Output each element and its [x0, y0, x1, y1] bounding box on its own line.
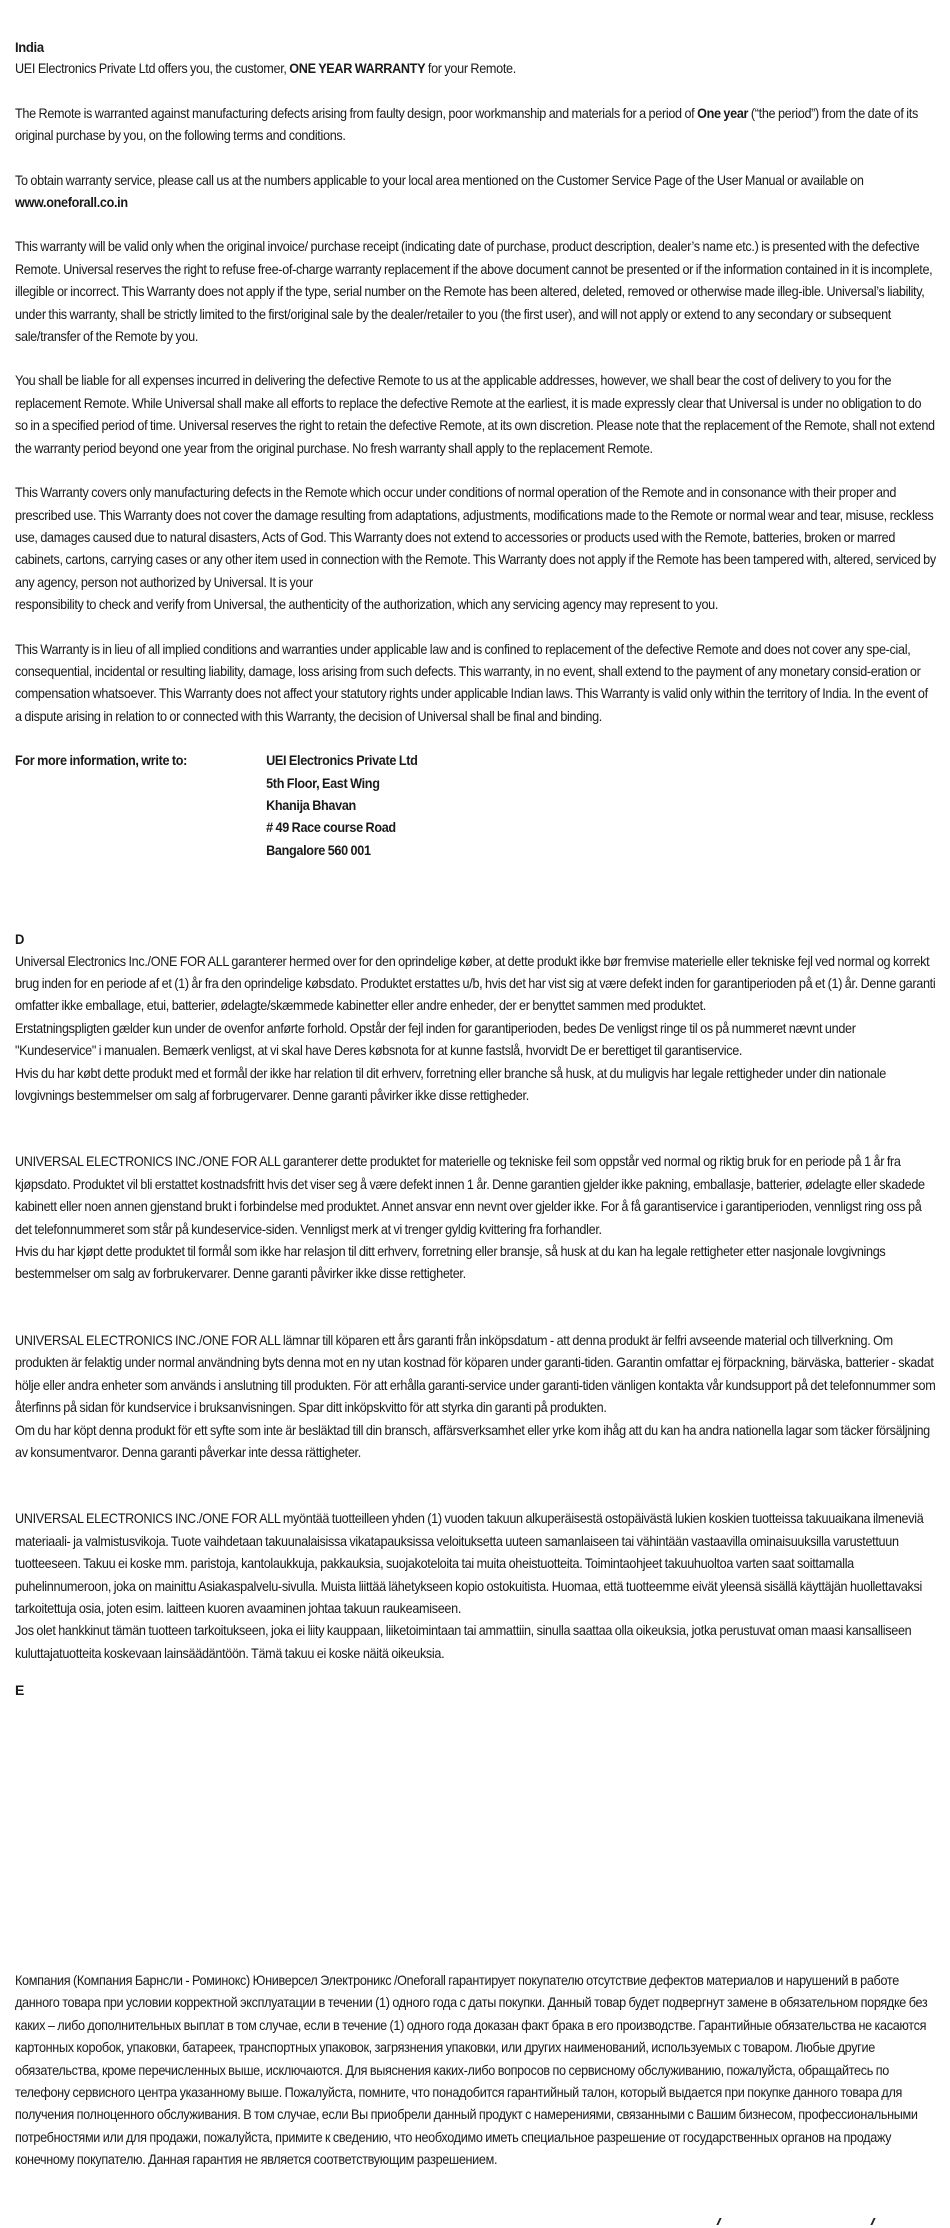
crop-mark [870, 2218, 875, 2225]
india-intro [15, 58, 937, 80]
norwegian-paragraph-2: Hvis du har kjøpt dette produktet til formål som ikke har relasjon til ditt erhverv, forretning eller bransje, så husk at du kan ha legale rettigheter etter nasjonale lovgivnings bestemmelser om salg av forbrukervarer. Denne garanti påvirker ikke disse rettigheter. [15, 1244, 886, 1282]
india-paragraph-service [15, 170, 937, 215]
section-heading-e: E [15, 1682, 25, 1698]
period-text-end: (“the period”) from the date of its original purchase by you, on the following terms and conditions. [15, 105, 918, 144]
contact-address [266, 750, 417, 862]
india-paragraph-validity: This warranty will be valid only when the original invoice/ purchase receipt (indicating date of purchase, product description, dealer’s name etc.) is presented with the defective Remote. Universal reserves the right to refuse free-of-charge warranty replacement if the above document cannot be presented or if the information contained in it is incomplete, illegible or incorrect. This Warranty does not apply if the type, serial number on the Remote has been altered, deleted, removed or otherwise made illeg-ible. Universal’s liability, under this warranty, shall be strictly limited to the first/original sale by the dealer/retailer to you (the first user), and will not apply or extend to any secondary or subsequent sale/transfer of the Remote by you. [15, 239, 933, 345]
swedish-paragraph-1: UNIVERSAL ELECTRONICS INC./ONE FOR ALL lämnar till köparen ett års garanti från inköpsdatum - att denna produkt är felfri avseende material och tillverkning. Om produkten är felaktig under normal användning byts denna mot en ny utan kostnad för köparen under garanti-tiden. Garantin omfattar ej förpackning, bärväska, batterier - skadat hölje eller andra enheter som används i anslutning till produkten. För att erhålla garanti-service under garanti-tiden vänligen kontakta vår kundsupport på det telefonnummer som återfinns på sidan för kundservice i bruksanvisningen. Spar ditt inköpskvitto för att styrka din garanti på produkten. [15, 1332, 936, 1416]
india-paragraph-expenses: You shall be liable for all expenses incurred in delivering the defective Remote to us at the applicable addresses, however, we shall bear the cost of delivery to you for the replacement Remote. While Universal shall make all efforts to replace the defective Remote at the earliest, it is made expressly clear that Universal is under no obligation to do so in a specified period of time. Universal reserves the right to retain the defective Remote, at its own discretion. Please note that the replacement of the Remote, shall not extend the warranty period beyond one year from the original purchase. No fresh warranty shall apply to the replacement Remote. [15, 373, 935, 456]
address-line: # 49 Race course Road [266, 820, 396, 836]
swedish-paragraph-2: Om du har köpt denna produkt för ett syfte som inte är besläktad till din bransch, affärsverksamhet eller yrke kom ihåg att du kan ha andra nationella lagar som täcker försäljning av konsumentvaror. Denna garanti påverkar inte dessa rättigheter. [15, 1422, 930, 1460]
contact-label: For more information, write to: [15, 753, 188, 769]
norwegian-paragraph-1: UNIVERSAL ELECTRONICS INC./ONE FOR ALL garanterer dette produktet for materielle og tekniske feil som oppstår ved normal og riktig bruk for en periode på 1 år fra kjøpsdato. Produktet vil bli erstattet kostnadsfritt hvis det viser seg å være defekt innen 1 år. Denne garantien gjelder ikke pakning, emballasje, batterier, ødelagte eller skadede kabinett eller noen annen gjenstand brukt i forbindelse med produktet. Annet ansvar enn nevnt over gjelder ikke. For å få garantiservice i garantiperioden, vennligst ring oss på det telefonnummeret som står på kundeservice-siden. Vennligst merk at vi trenger gyldig kvittering fra forhandler. [15, 1154, 925, 1237]
danish-paragraph-1: Universal Electronics Inc./ONE FOR ALL garanterer hermed over for den oprindelige køber, at dette produkt ikke bør fremvise materielle eller tekniske fejl ved normal og korrekt brug inden for en periode af et (1) år fra den oprindelige købsdato. Produktet erstattes u/b, hvis det har vist sig at være defekt inden for garantiperioden på et (1) år. Denne garanti omfatter ikke emballage, etui, batterier, ødelagte/skæmmede kabinetter eller andre enheder, der er benyttet sammen med produktet. [15, 953, 936, 1014]
india-paragraph-coverage: This Warranty covers only manufacturing defects in the Remote which occur under conditions of normal operation of the Remote and in consonance with their proper and prescribed use. This Warranty does not cover the damage resulting from adaptations, adjustments, modifications made to the Remote or normal wear and tear, misuse, reckless use, damages caused due to natural disasters, Acts of God. This Warranty does not extend to accessories or products used with the Remote, batteries, broken or marred cabinets, cartons, carrying cases or any other item used in connection with the Remote. This Warranty does not apply if the Remote has been tampered with, altered, serviced by any agency, person not authorized by Universal. It is your [15, 485, 936, 590]
intro-text-end: for your Remote. [425, 61, 516, 77]
warranty-content [15, 36, 937, 1665]
india-paragraph-period [15, 103, 937, 148]
india-paragraph-lieu: This Warranty is in lieu of all implied conditions and warranties under applicable law and is confined to replacement of the defective Remote and does not cover any spe-cial, consequential, incidental or resulting liability, damage, loss arising from such defects. This warranty, in no event, shall extend to the payment of any monetary consid-eration or compensation whatsoever. This Warranty does not affect your statutory rights under applicable Indian laws. This Warranty is valid only within the territory of India. In the event of a dispute arising in relation to or connected with this Warranty, the decision of Universal shall be final and binding. [15, 641, 928, 724]
address-line: UEI Electronics Private Ltd [266, 753, 418, 769]
intro-bold-text: ONE YEAR WARRANTY [289, 61, 426, 77]
period-text: The Remote is warranted against manufacturing defects arising from faulty design, poor workmanship and materials for a period of [15, 105, 698, 121]
service-text: To obtain warranty service, please call us at the numbers applicable to your local area mentioned on the Customer Service Page of the User Manual or available on [15, 172, 864, 188]
intro-text: UEI Electronics Private Ltd offers you, the customer, [15, 61, 290, 77]
danish-paragraph-2: Erstatningspligten gælder kun under de ovenfor anførte forhold. Opstår der fejl inden for garantiperioden, bedes De venligst ringe til os på nummeret nævnt under "Kundeservice" i manualen. Bemærk venligst, at vi skal have Deres købsnota for at kunne fastslå, hvorvidt De er berettiget til garantiservice. [15, 1020, 856, 1059]
crop-mark [716, 2218, 721, 2225]
finnish-paragraph-2: Jos olet hankkinut tämän tuotteen tarkoitukseen, joka ei liity kauppaan, liiketoimintaan tai ammattiin, sinulla saattaa olla oikeuksia, jotka perustuvat oman maasi kansalliseen kuluttajatuotteita koskevaan lainsäädäntöön. Tämä takuu ei koske näitä oikeuksia. [15, 1623, 912, 1661]
address-line: Khanija Bhavan [266, 797, 356, 813]
russian-paragraph: Компания (Компания Барнсли - Роминокс) Юниверсел Электроникс /Oneforall гарантирует покупателю отсутствие дефектов материалов и нарушений в работе данного товара при условии корректной эксплуатации в течении (1) одного года с даты покупки. Данный товар будет подвергнут замене в обязательном порядке без каких – либо дополнительных выплат в том случае, если в течение (1) одного года доказан факт брака в его производстве. Гарантийные обязательства не касаются картонных коробок, упаковки, батареек, транспортных упаковок, загрязнения упаковки, или других наименований, используемых с товаром. Любые другие обязательства, кроме перечисленных выше, исключаются. Для выяснения каких-либо вопросов по сервисному обслуживанию, пожалуйста, обращайтесь по телефону сервисного центра указанному выше. Пожалуйста, помните, что понадобится гарантийный талон, который выдается при покупке данного товара для получения полноценного обслуживания. В том случае, если Вы приобрели данный продукт с намерениями, связанными с Вашим бизнесом, профессиональными потребностями или для продажи, пожалуйста, примите к сведению, что необходимо иметь специальное разрешение от государственных органов на продажу конечному покупателю. Данная гарантия не является соответствующим разрешением. [15, 1973, 928, 2168]
period-bold-text: One year [697, 105, 749, 121]
section-heading-india: India [15, 39, 44, 55]
address-line: 5th Floor, East Wing [266, 775, 380, 791]
russian-section [15, 1970, 937, 2172]
danish-paragraph-3: Hvis du har købt dette produkt med et formål der ikke har relation til dit erhverv, forretning eller branche så husk, at du muligvis har legale rettigheder under din nationale lovgivnings bestemmelser om salg af forbrugervarer. Denne garanti påvirker ikke disse rettigheder. [15, 1065, 886, 1104]
section-heading-d: D [15, 931, 25, 948]
finnish-paragraph-1: UNIVERSAL ELECTRONICS INC./ONE FOR ALL myöntää tuotteilleen yhden (1) vuoden takuun alkuperäisestä ostopäivästä lukien koskien tuotteissa takuuaikana ilmeneviä materiaali- ja valmistusvikoja. Tuote vaihdetaan takuunalaisissa vikatapauksissa veloituksetta uuteen samanlaiseen tai vähintään vastaavilla ominaisuuksilla varustettuun tuotteeseen. Takuu ei koske mm. paristoja, kantolaukkuja, pakkauksia, suojakoteloita tai muita oheistuotteita. Toimintaohjeet takuuhuoltoa varten saat soittamalla puhelinnumeroon, joka on mainittu Asiakaspalvelu-sivulla. Muista liittää lähetykseen kopio ostokuitista. Huomaa, että tuotteemme eivät yleensä sisällä käyttäjän huollettavaksi tarkoitettuja osia, joten esim. laitteen kuoren avaaminen johtaa takuun raukeamiseen. [15, 1511, 924, 1616]
address-line: Bangalore 560 001 [266, 842, 371, 858]
india-paragraph-coverage-cont: responsibility to check and verify from Universal, the authenticity of the authorization, which any servicing agency may represent to you. [15, 597, 719, 613]
contact-block [15, 750, 937, 862]
bottom-crop-marks [0, 2216, 950, 2228]
website-text: www.oneforall.co.in [15, 195, 128, 211]
